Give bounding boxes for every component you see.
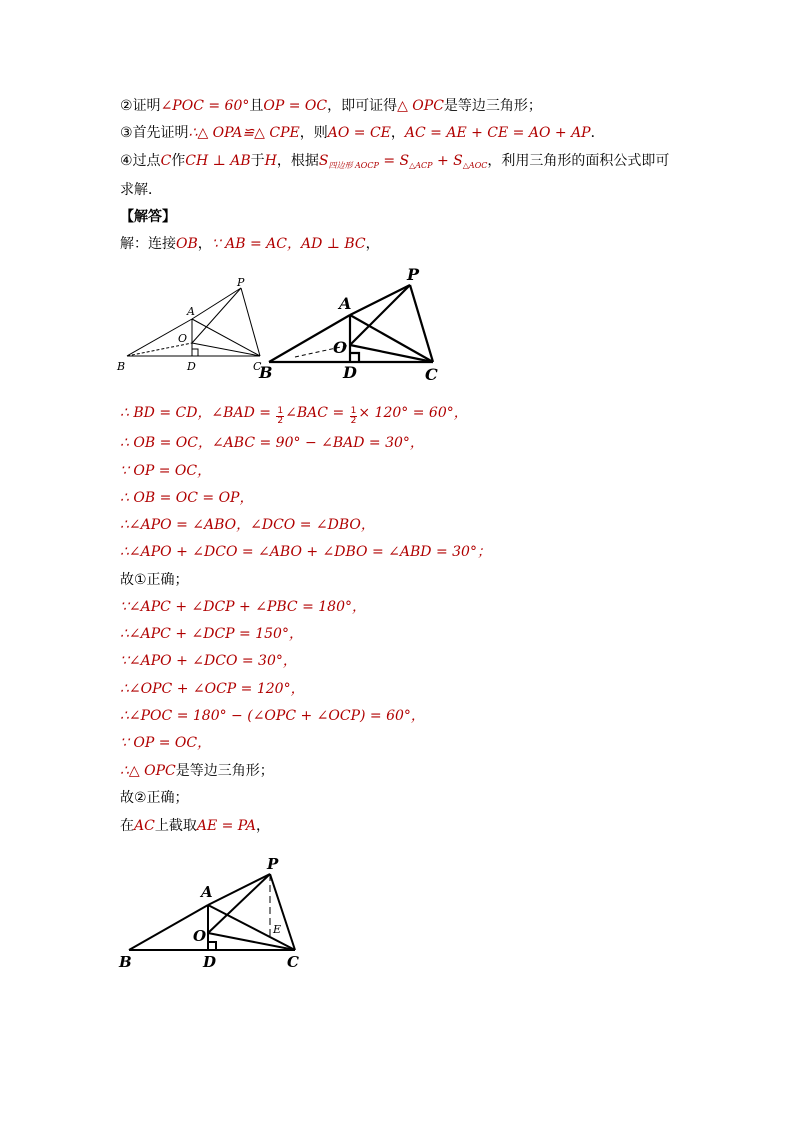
figure-1-triangle bbox=[115, 278, 275, 378]
solution-line-7: 故①正确； bbox=[120, 572, 189, 588]
right-angle-mark bbox=[208, 942, 216, 950]
label-o: O bbox=[193, 927, 207, 945]
label-p: P bbox=[237, 276, 245, 289]
label-e: E bbox=[273, 923, 282, 936]
figure-2-triangle bbox=[255, 265, 455, 385]
analysis-item-4: ④过点C作CH ⊥ AB于H，根据$S_{四边形 AOCP} = S_{\triangle ACP} + S_{\triangle AOC}$，利用三角形的面积公式即可 bbox=[120, 153, 670, 170]
right-angle-mark bbox=[350, 353, 359, 362]
label-d: D bbox=[343, 363, 357, 382]
fraction-half: $\frac{1}{2}$ bbox=[277, 406, 284, 426]
solution-line-11: ∴∠OPC + ∠OCP = 120°， bbox=[120, 681, 305, 697]
segment-ap bbox=[192, 288, 241, 319]
solution-intro: 解：连接OB，∵ AB = AC，AD ⊥ BC， bbox=[120, 236, 380, 252]
solution-line-5: ∴∠APO = ∠ABO，∠DCO = ∠DBO， bbox=[120, 517, 375, 533]
label-p: P bbox=[267, 855, 279, 873]
right-angle-mark bbox=[192, 349, 198, 356]
solution-line-9: ∴∠APC + ∠DCP = 150°， bbox=[120, 626, 303, 642]
segment-oc bbox=[192, 343, 260, 356]
label-a: A bbox=[339, 294, 352, 313]
segment-ac bbox=[192, 319, 260, 356]
solution-line-3: ∵ OP = OC， bbox=[120, 463, 212, 479]
solution-line-8: ∵∠APC + ∠DCP + ∠PBC = 180°， bbox=[120, 599, 366, 615]
segment-ap bbox=[350, 285, 410, 315]
analysis-item-2: ②证明∠POC = 60°且OP = OC，即可证得△ OPC是等边三角形； bbox=[120, 98, 542, 114]
analysis-item-4-cont: 求解． bbox=[120, 182, 162, 198]
segment-op bbox=[350, 285, 410, 345]
solution-line-10: ∵∠APO + ∠DCO = 30°， bbox=[120, 653, 297, 669]
label-b: B bbox=[117, 360, 126, 373]
label-c: C bbox=[253, 360, 262, 373]
solution-line-14: ∴△ OPC是等边三角形； bbox=[120, 763, 274, 779]
solution-line-13: ∵ OP = OC， bbox=[120, 735, 212, 751]
solution-line-4: ∴ OB = OC = OP， bbox=[120, 490, 254, 506]
label-o: O bbox=[178, 332, 188, 345]
label-b: B bbox=[119, 953, 132, 971]
segment-op bbox=[192, 288, 241, 343]
label-d: D bbox=[203, 953, 217, 971]
solution-line-1: ∴ BD = CD，∠BAD = $\frac{1}{2}$ ∠BAC = $\frac{1}{2}$ × 120° = 60°， bbox=[120, 405, 468, 426]
segment-oc bbox=[350, 345, 433, 362]
analysis-item-3: ③首先证明∴△ OPA≌△ CPE，则AO = CE，AC = AE + CE = AO + AP． bbox=[120, 125, 605, 141]
label-p: P bbox=[407, 265, 420, 284]
solution-line-2: ∴ OB = OC，∠ABC = 90° − ∠BAD = 30°， bbox=[120, 435, 424, 451]
segment-ap bbox=[208, 874, 270, 905]
label-a: A bbox=[187, 305, 195, 318]
solution-line-16: 在AC上截取AE = PA， bbox=[120, 818, 271, 834]
figure-3-triangle bbox=[115, 855, 315, 975]
label-d: D bbox=[187, 360, 196, 373]
label-b: B bbox=[259, 363, 273, 382]
solution-line-12: ∴∠POC = 180° − (∠OPC + ∠OCP) = 60°， bbox=[120, 708, 425, 724]
fraction-half: $\frac{1}{2}$ bbox=[350, 406, 357, 426]
segment-oc bbox=[208, 933, 295, 950]
answer-header: 【解答】 bbox=[120, 209, 176, 225]
solution-line-15: 故②正确； bbox=[120, 790, 189, 806]
solution-line-6: ∴∠APO + ∠DCO = ∠ABO + ∠DBO = ∠ABD = 30°； bbox=[120, 544, 491, 560]
segment-op bbox=[208, 874, 270, 933]
label-o: O bbox=[333, 338, 347, 357]
label-c: C bbox=[425, 365, 438, 384]
label-a: A bbox=[201, 883, 213, 901]
label-c: C bbox=[287, 953, 299, 971]
